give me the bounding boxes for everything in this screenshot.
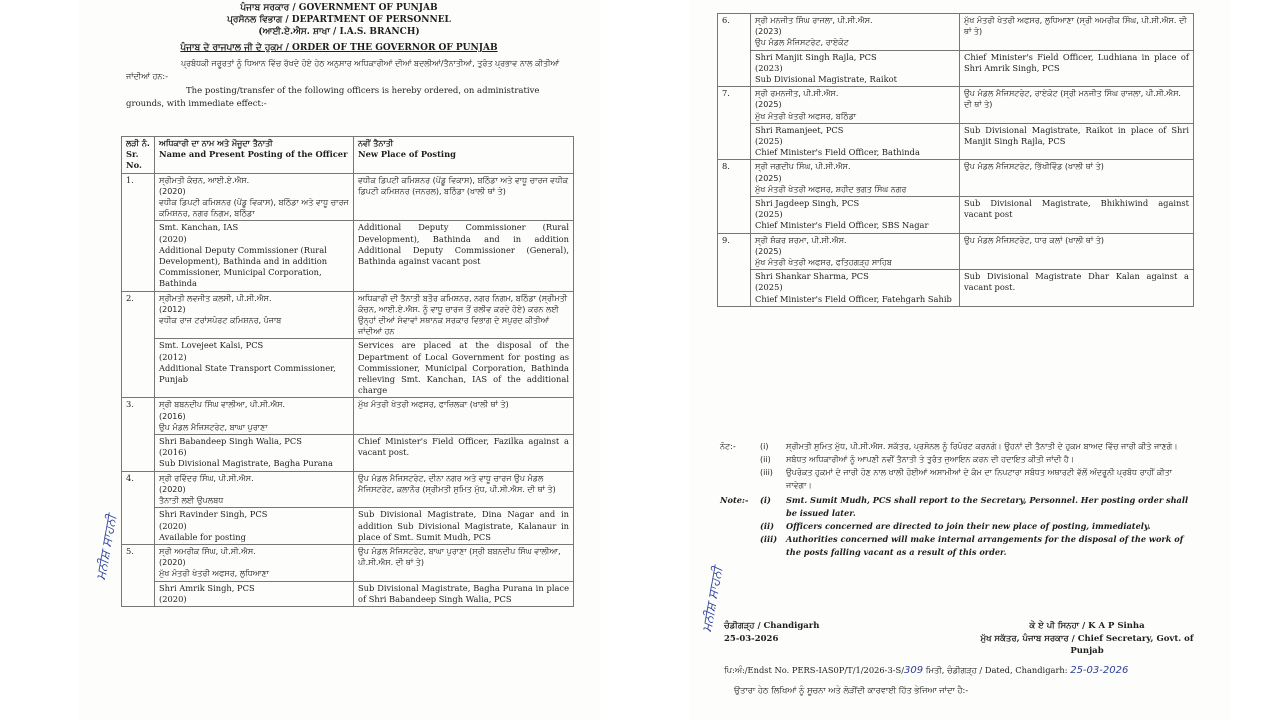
serial-number: 9. — [722, 234, 730, 245]
serial-number: 3. — [126, 399, 134, 410]
note-label — [720, 466, 760, 492]
new-posting-english: Services are placed at the disposal of the Department of Local Government for posting as Commissioner, Municipal Corporation, Bathinda relieving Smt. Kanchan, IAS of the additional charge — [358, 340, 569, 396]
officer-english: Shri Ramanjeet, PCS (2025) Chief Minister's Field Officer, Bathinda — [755, 124, 920, 158]
new-posting-english: Sub Divisional Magistrate Dhar Kalan against a vacant post. — [964, 271, 1189, 293]
officer-punjabi: ਸ੍ਰੀ ਰਮਨਜੀਤ, ਪੀ.ਸੀ.ਐਸ. (2025) ਮੁੱਖ ਮੰਤਰੀ ਖੇਤਰੀ ਅਫਸਰ, ਬਠਿੰਡਾ — [755, 89, 857, 121]
transfer-table-continued — [717, 13, 1194, 307]
serial-number: 1. — [126, 174, 134, 185]
col-old-en: Name and Present Posting of the Officer — [159, 149, 348, 160]
note-number: (i) — [760, 495, 771, 505]
document-header — [78, 2, 600, 54]
new-posting-english: Sub Divisional Magistrate, Bagha Purana in place of Shri Babandeep Singh Walia, PCS — [358, 582, 569, 604]
intro-punjabi: ਪ੍ਰਬੰਧਕੀ ਜਰੂਰਤਾਂ ਨੂੰ ਧਿਆਨ ਵਿੱਚ ਰੱਖਦੇ ਹੋਏ ਹੇਠ ਅਨੁਸਾਰ ਅਧਿਕਾਰੀਆਂ ਦੀਆਂ ਬਦਲੀਆਂ/ਤੈਨਾਤੀਆਂ, ਤੁਰੰਤ ਪ੍ਰਭਾਵ ਨਾਲ ਕੀਤੀਆਂ ਜਾਂਦੀਆਂ ਹਨ:- — [126, 59, 560, 81]
table-row-english — [122, 581, 574, 606]
table-row-english — [122, 435, 574, 472]
note-number: (ii) — [760, 455, 771, 464]
endst-handwritten-date: 25-03-2026 — [1070, 665, 1129, 676]
serial-number: 6. — [722, 15, 730, 25]
table-row-english — [718, 50, 1194, 87]
officer-punjabi: ਸ੍ਰੀ ਮਨਜੀਤ ਸਿੰਘ ਰਾਜਲਾ, ਪੀ.ਸੀ.ਐਸ. (2023) ਉਪ ਮੰਡਲ ਮੈਜਿਸਟਰੇਟ, ਰਾਏਕੋਟ — [755, 16, 873, 48]
new-posting-english: Chief Minister's Field Officer, Ludhiana in place of Shri Amrik Singh, PCS — [964, 51, 1189, 73]
new-posting-english: Sub Divisional Magistrate, Raikot in place of Shri Manjit Singh Rajla, PCS — [964, 124, 1189, 147]
header-department: ਪ੍ਰਸੋਨਲ ਵਿਭਾਗ / DEPARTMENT OF PERSONNEL — [227, 15, 451, 25]
order-page-2 — [690, 0, 1230, 720]
table-row-english — [718, 123, 1194, 160]
officer-punjabi: ਸ੍ਰੀਮਤੀ ਲਵਜੀਤ ਕਲਸੀ, ਪੀ.ਸੀ.ਐਸ. (2012) ਵਧੀਕ ਰਾਜ ਟਰਾਂਸਪੋਰਟ ਕਮਿਸ਼ਨਰ, ਪੰਜਾਬ — [159, 293, 282, 326]
note-item — [720, 453, 1196, 466]
table-row — [122, 173, 574, 221]
note-label — [720, 533, 760, 559]
table-row — [718, 160, 1194, 197]
col-new-en: New Place of Posting — [358, 149, 456, 160]
col-sn-en: Sr. No. — [126, 149, 142, 171]
note-text: Officers concerned are directed to join their new place of posting, immediately. — [786, 521, 1151, 531]
table-row-english — [718, 197, 1194, 234]
intro-english: The posting/transfer of the following officers is hereby ordered, on administrative grounds, with immediate effect:- — [126, 86, 540, 109]
note-label — [720, 453, 760, 466]
header-order-title: ਪੰਜਾਬ ਦੇ ਰਾਜਪਾਲ ਜੀ ਦੇ ਹੁਕਮ / ORDER OF THE GOVERNOR OF PUNJAB — [180, 43, 498, 53]
officer-english: Shri Jagdeep Singh, PCS (2025) Chief Minister's Field Officer, SBS Nagar — [755, 198, 929, 231]
officer-punjabi: ਸ੍ਰੀ ਜਗਦੀਪ ਸਿੰਘ, ਪੀ.ਸੀ.ਐਸ. (2025) ਮੁੱਖ ਮੰਤਰੀ ਖੇਤਰੀ ਅਫਸਰ, ਸ਼ਹੀਦ ਭਗਤ ਸਿੰਘ ਨਗਰ — [755, 162, 907, 194]
signature-mark: ਮਨੀਸ਼ ਸਾਹਨੀ — [93, 513, 120, 582]
signatory-title: ਮੁੱਖ ਸਕੱਤਰ, ਪੰਜਾਬ ਸਰਕਾਰ / Chief Secretary, Govt. of Punjab — [980, 633, 1194, 656]
note-text: Authorities concerned will make internal arrangements for the disposal of the work of the posts falling vacant as a result of this order. — [786, 534, 1184, 557]
serial-number: 5. — [126, 545, 134, 556]
copy-forward-line: ਉਤਾਰਾ ਹੇਠ ਲਿਖਿਆਂ ਨੂੰ ਸੂਚਨਾ ਅਤੇ ਲੋੜੀਂਦੀ ਕਾਰਵਾਈ ਹਿੱਤ ਭੇਜਿਆ ਜਾਂਦਾ ਹੈ:- — [734, 685, 969, 695]
note-text: ਉਪਰੋਕਤ ਹੁਕਮਾਂ ਦੇ ਜਾਰੀ ਹੋਣ ਨਾਲ ਖਾਲੀ ਹੋਈਆਂ ਅਸਾਮੀਆਂ ਦੇ ਕੰਮ ਦਾ ਨਿਪਟਾਰਾ ਸਬੰਧਤ ਅਥਾਰਟੀ ਵੱਲੋਂ ਅੰਦਰੂਨੀ ਪ੍ਰਬੰਧ ਰਾਹੀਂ ਕੀਤਾ ਜਾਵੇਗਾ। — [786, 468, 1172, 490]
new-posting-punjabi: ਮੁੱਖ ਮੰਤਰੀ ਖੇਤਰੀ ਅਫਸਰ, ਫਾਜ਼ਿਲਕਾ (ਖਾਲੀ ਥਾਂ ਤੇ) — [358, 400, 509, 410]
signatory-name: ਕੇ ਏ ਪੀ ਸਿਨਹਾ / K A P Sinha — [1029, 621, 1145, 631]
officer-english: Shri Manjit Singh Rajla, PCS (2023) Sub Divisional Magistrate, Raikot — [755, 51, 897, 85]
new-posting-punjabi: ਉਪ ਮੰਡਲ ਮੈਜਿਸਟਰੇਟ, ਬਾਘਾ ਪੁਰਾਣਾ (ਸ੍ਰੀ ਬਬਨਦੀਪ ਸਿੰਘ ਵਾਲੀਆ, ਪੀ.ਸੀ.ਐਸ. ਦੀ ਥਾਂ ਤੇ) — [358, 546, 561, 568]
transfer-table — [121, 136, 574, 607]
note-number: (i) — [760, 442, 769, 451]
issue-place: ਚੰਡੀਗੜ੍ਹ / Chandigarh — [724, 621, 820, 631]
table-row — [718, 87, 1194, 124]
new-posting-english: Additional Deputy Commissioner (Rural Development), Bathinda and in addition Additional Deputy Commissioner (General), Bathinda against vacant post — [358, 222, 569, 267]
notes-punjabi — [720, 440, 1196, 492]
new-posting-english: Chief Minister's Field Officer, Fazilka against a vacant post. — [358, 436, 569, 458]
officer-english: Smt. Kanchan, IAS (2020) Additional Deputy Commissioner (Rural Development), Bathinda and in addition Commissioner, Municipal Corporation, Bathinda — [159, 222, 328, 289]
table-header-row — [122, 137, 574, 174]
notes-english — [720, 494, 1196, 559]
table-row-english — [718, 270, 1194, 307]
note-item — [720, 520, 1196, 533]
signature-mark: ਮਨੀਸ਼ ਸਾਹਨੀ — [699, 565, 726, 634]
new-posting-english: Sub Divisional Magistrate, Dina Nagar and in addition Sub Divisional Magistrate, Kalanaur in place of Smt. Sumit Mudh, PCS — [358, 509, 569, 542]
endorsement-line — [724, 664, 1194, 677]
new-posting-punjabi: ਵਧੀਕ ਡਿਪਟੀ ਕਮਿਸ਼ਨਰ (ਪੇਂਡੂ ਵਿਕਾਸ), ਬਠਿੰਡਾ ਅਤੇ ਵਾਧੂ ਚਾਰਜ ਵਧੀਕ ਡਿਪਟੀ ਕਮਿਸ਼ਨਰ (ਜਨਰਲ), ਬਠਿੰਡਾ (ਖਾਲੀ ਥਾਂ ਤੇ) — [358, 175, 569, 196]
officer-english: Shri Ravinder Singh, PCS (2020) Available for posting — [159, 509, 268, 542]
col-old-pb: ਅਧਿਕਾਰੀ ਦਾ ਨਾਮ ਅਤੇ ਮੌਜੂਦਾ ਤੈਨਾਤੀ — [159, 139, 273, 148]
col-sn-pb: ਲੜੀ ਨੰ. — [126, 139, 150, 148]
officer-english: Shri Shankar Sharma, PCS (2025) Chief Minister's Field Officer, Fatehgarh Sahib — [755, 271, 952, 304]
note-number: (iii) — [760, 468, 773, 477]
note-item — [720, 533, 1196, 559]
endst-prefix: ਪਿ:ਅੰ:/Endst No. PERS-IAS0P/T/1/2026-3-S/ — [724, 665, 905, 675]
note-number: (ii) — [760, 521, 774, 531]
note-text: Smt. Sumit Mudh, PCS shall report to the Secretary, Personnel. Her posting order shall be issued later. — [786, 495, 1189, 518]
table-row — [718, 233, 1194, 270]
officer-punjabi: ਸ੍ਰੀ ਬਬਨਦੀਪ ਸਿੰਘ ਵਾਲੀਆ, ਪੀ.ਸੀ.ਐਸ. (2016) ਉਪ ਮੰਡਲ ਮੈਜਿਸਟਰੇਟ, ਬਾਘਾ ਪੁਰਾਣਾ — [159, 400, 286, 432]
note-item — [720, 440, 1196, 453]
new-posting-punjabi: ਉਪ ਮੰਡਲ ਮੈਜਿਸਟਰੇਟ, ਦੀਨਾ ਨਗਰ ਅਤੇ ਵਾਧੂ ਚਾਰਜ ਉਪ ਮੰਡਲ ਮੈਜਿਸਟਰੇਟ, ਕਲਾਨੌਰ (ਸ੍ਰੀਮਤੀ ਸੁਮਿਤ ਮੁੱਧ, ਪੀ.ਸੀ.ਐਸ. ਦੀ ਥਾਂ ਤੇ) — [358, 473, 556, 494]
note-number: (iii) — [760, 534, 778, 544]
serial-number: 7. — [722, 88, 730, 99]
note-label — [720, 520, 760, 533]
table-row — [122, 398, 574, 435]
table-row — [718, 14, 1194, 51]
endst-handwritten-number: 309 — [904, 665, 924, 676]
officer-english: Smt. Lovejeet Kalsi, PCS (2012) Additional State Transport Commissioner, Punjab — [159, 340, 336, 385]
serial-number: 2. — [126, 292, 134, 303]
new-posting-english: Sub Divisional Magistrate, Bhikhiwind against vacant post — [964, 198, 1189, 220]
endst-middle: ਮਿਤੀ, ਚੰਡੀਗੜ੍ਹ / Dated, Chandigarh: — [923, 665, 1068, 675]
header-government: ਪੰਜਾਬ ਸਰਕਾਰ / GOVERNMENT OF PUNJAB — [240, 3, 438, 13]
new-posting-punjabi: ਅਧਿਕਾਰੀ ਦੀ ਤੈਨਾਤੀ ਬਤੌਰ ਕਮਿਸ਼ਨਰ, ਨਗਰ ਨਿਗਮ, ਬਠਿੰਡਾ (ਸ੍ਰੀਮਤੀ ਕੰਚਨ, ਆਈ.ਏ.ਐਸ. ਨੂੰ ਵਾਧੂ ਚਾਰਜ ਤੋਂ ਰਲੀਵ ਕਰਦੇ ਹੋਏ) ਕਰਨ ਲਈ ਉਨ੍ਹਾਂ ਦੀਆਂ ਸੇਵਾਵਾਂ ਸਥਾਨਕ ਸਰਕਾਰ ਵਿਭਾਗ ਦੇ ਸਪੁਰਦ ਕੀਤੀਆਂ ਜਾਂਦੀਆਂ ਹਨ — [358, 293, 568, 337]
order-page-1 — [78, 0, 600, 720]
table-row-english — [122, 508, 574, 545]
new-posting-punjabi: ਮੁੱਖ ਮੰਤਰੀ ਖੇਤਰੀ ਅਫਸਰ, ਲੁਧਿਆਣਾ (ਸ੍ਰੀ ਅਮਰੀਕ ਸਿੰਘ, ਪੀ.ਸੀ.ਐਸ. ਦੀ ਥਾਂ ਤੇ) — [964, 16, 1187, 37]
col-new-pb: ਨਵੀਂ ਤੈਨਾਤੀ — [358, 139, 394, 148]
notes-section — [720, 440, 1196, 559]
officer-punjabi: ਸ੍ਰੀਮਤੀ ਕੰਚਨ, ਆਈ.ਏ.ਐਸ. (2020) ਵਧੀਕ ਡਿਪਟੀ ਕਮਿਸ਼ਨਰ (ਪੇਂਡੂ ਵਿਕਾਸ), ਬਠਿੰਡਾ ਅਤੇ ਵਾਧੂ ਚਾਰਜ ਕਮਿਸ਼ਨਰ, ਨਗਰ ਨਿਗਮ, ਬਠਿੰਡਾ — [159, 175, 349, 219]
note-item — [720, 494, 1196, 520]
officer-english: Shri Babandeep Singh Walia, PCS (2016) Sub Divisional Magistrate, Bagha Purana — [159, 436, 333, 469]
note-label: ਨੋਟ:- — [720, 442, 736, 451]
officer-punjabi: ਸ੍ਰੀ ਅਮਰੀਕ ਸਿੰਘ, ਪੀ.ਸੀ.ਐਸ. (2020) ਮੁੱਖ ਮੰਤਰੀ ਖੇਤਰੀ ਅਫਸਰ, ਲੁਧਿਆਣਾ — [159, 546, 269, 579]
new-posting-punjabi: ਉਪ ਮੰਡਲ ਮੈਜਿਸਟਰੇਟ, ਭਿੱਖੀਵਿੰਡ (ਖਾਲੀ ਥਾਂ ਤੇ) — [964, 162, 1104, 172]
issue-date: 25-03-2026 — [724, 633, 779, 644]
serial-number: 4. — [126, 472, 134, 483]
table-row — [122, 471, 574, 508]
table-row-english — [122, 339, 574, 398]
table-row — [122, 291, 574, 339]
header-branch: (ਆਈ.ਏ.ਐਸ. ਸ਼ਾਖਾ / I.A.S. BRANCH) — [258, 27, 420, 37]
note-text: ਸ੍ਰੀਮਤੀ ਸੁਮਿਤ ਮੁੱਧ, ਪੀ.ਸੀ.ਐਸ. ਸਕੱਤਰ, ਪ੍ਰਸੋਨਲ ਨੂੰ ਰਿਪੋਰਟ ਕਰਨਗੇ। ਉਹਨਾਂ ਦੀ ਤੈਨਾਤੀ ਦੇ ਹੁਕਮ ਬਾਅਦ ਵਿੱਚ ਜਾਰੀ ਕੀਤੇ ਜਾਣਗੇ। — [786, 442, 1178, 451]
officer-punjabi: ਸ੍ਰੀ ਰਵਿੰਦਰ ਸਿੰਘ, ਪੀ.ਸੀ.ਐਸ. (2020) ਤੈਨਾਤੀ ਲਈ ਉਪਲਬਧ — [159, 473, 254, 506]
new-posting-punjabi: ਉਪ ਮੰਡਲ ਮੈਜਿਸਟਰੇਟ, ਰਾਏਕੋਟ (ਸ੍ਰੀ ਮਨਜੀਤ ਸਿੰਘ ਰਾਜਲਾ, ਪੀ.ਸੀ.ਐਸ. ਦੀ ਥਾਂ ਤੇ) — [964, 89, 1181, 110]
table-row-english — [122, 221, 574, 291]
new-posting-punjabi: ਉਪ ਮੰਡਲ ਮੈਜਿਸਟਰੇਟ, ਧਾਰ ਕਲਾਂ (ਖਾਲੀ ਥਾਂ ਤੇ) — [964, 235, 1105, 245]
note-text: ਸਬੰਧਤ ਅਧਿਕਾਰੀਆਂ ਨੂੰ ਆਪਣੀ ਨਵੀਂ ਤੈਨਾਤੀ ਤੇ ਤੁਰੰਤ ਜੁਆਇਨ ਕਰਨ ਦੀ ਹਦਾਇਤ ਕੀਤੀ ਜਾਂਦੀ ਹੈ। — [786, 455, 1075, 464]
table-row — [122, 544, 574, 581]
note-label: Note:- — [720, 495, 749, 505]
officer-english: Shri Amrik Singh, PCS (2020) — [159, 582, 255, 604]
note-item — [720, 466, 1196, 492]
officer-punjabi: ਸ੍ਰੀ ਸ਼ੰਕਰ ਸ਼ਰਮਾ, ਪੀ.ਸੀ.ਐਸ. (2025) ਮੁੱਖ ਮੰਤਰੀ ਖੇਤਰੀ ਅਫਸਰ, ਫਤਿਹਗੜ੍ਹ ਸਾਹਿਬ — [755, 235, 892, 268]
serial-number: 8. — [722, 161, 730, 172]
